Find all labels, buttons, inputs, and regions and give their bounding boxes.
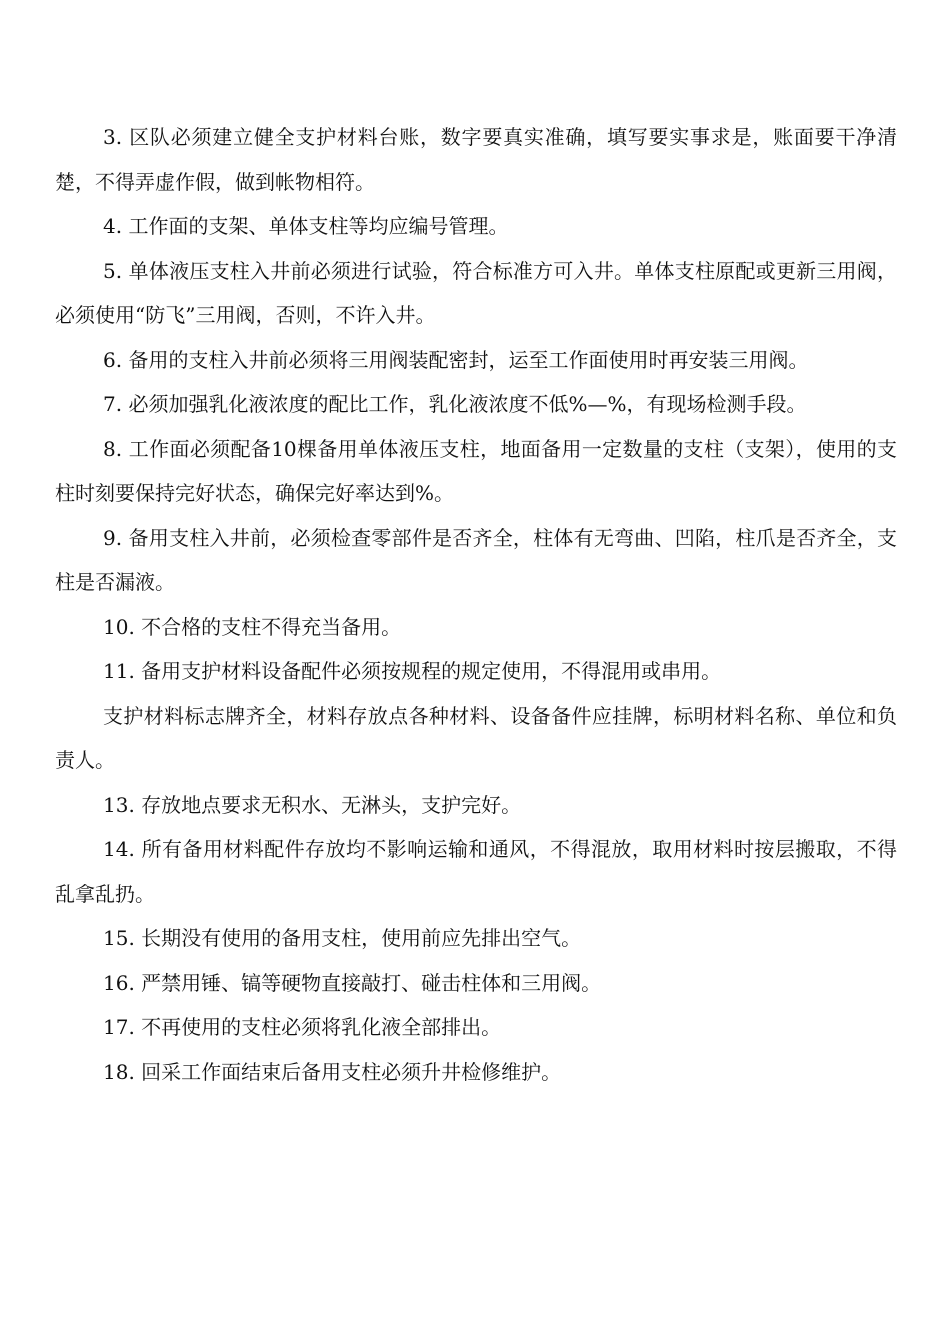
paragraph-item-11: 11. 备用支护材料设备配件必须按规程的规定使用，不得混用或串用。 (103, 659, 722, 683)
paragraph-item-14: 14. 所有备用材料配件存放均不影响运输和通风，不得混放，取用材料时按层搬取，不得乱拿乱扔。 (55, 837, 897, 906)
paragraph-item-10: 10. 不合格的支柱不得充当备用。 (103, 614, 402, 639)
paragraph-item-17: 17. 不再使用的支柱必须将乳化液全部排出。 (103, 1015, 502, 1039)
document-body (55, 115, 897, 1094)
paragraph-item-16: 16. 严禁用锤、镐等硬物直接敲打、碰击柱体和三用阀。 (103, 970, 602, 995)
paragraph-item-6: 6. 备用的支柱入井前必须将三用阀装配密封，运至工作面使用时再安装三用阀。 (103, 347, 809, 372)
paragraph-item-9: 9. 备用支柱入井前，必须检查零部件是否齐全，柱体有无弯曲、凹陷，柱爪是否齐全，支柱是否漏液。 (55, 525, 897, 594)
paragraph-item-4: 4. 工作面的支架、单体支柱等均应编号管理。 (103, 214, 509, 238)
paragraph-item-8: 8. 工作面必须配备10棵备用单体液压支柱，地面备用一定数量的支柱（支架），使用的支柱时刻要保持完好状态，确保完好率达到%。 (55, 436, 897, 505)
paragraph-item-18: 18. 回采工作面结束后备用支柱必须升井检修维护。 (103, 1059, 562, 1084)
paragraph-item-5: 5. 单体液压支柱入井前必须进行试验，符合标准方可入井。单体支柱原配或更新三用阀，必须使用“防飞”三用阀，否则，不许入井。 (55, 258, 897, 327)
paragraph-item-3: 3. 区队必须建立健全支护材料台账，数字要真实准确，填写要实事求是，账面要干净清楚，不得弄虚作假，做到帐物相符。 (55, 125, 897, 194)
paragraph-item-13: 13. 存放地点要求无积水、无淋头，支护完好。 (103, 792, 522, 817)
paragraph-item-7: 7. 必须加强乳化液浓度的配比工作，乳化液浓度不低%—%，有现场检测手段。 (103, 392, 807, 416)
paragraph-item-12: 支护材料标志牌齐全，材料存放点各种材料、设备备件应挂牌，标明材料名称、单位和负责人。 (55, 703, 897, 772)
paragraph-item-15: 15. 长期没有使用的备用支柱，使用前应先排出空气。 (103, 926, 582, 950)
